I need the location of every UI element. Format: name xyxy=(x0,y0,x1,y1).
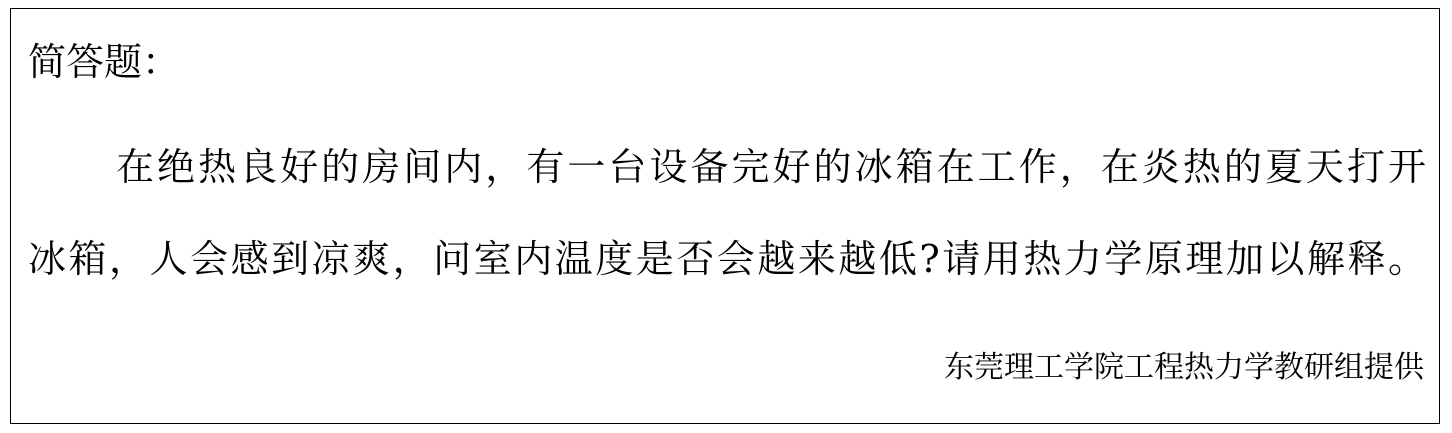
question-body-line-2: 冰箱，人会感到凉爽，问室内温度是否会越来越低?请用热力学原理加以解释。 xyxy=(28,237,1426,281)
source-credit: 东莞理工学院工程热力学教研组提供 xyxy=(944,350,1424,385)
question-heading: 简答题： xyxy=(28,40,181,84)
question-body-line-1: 在绝热良好的房间内，有一台设备完好的冰箱在工作，在炎热的夏天打开 xyxy=(116,145,1426,189)
